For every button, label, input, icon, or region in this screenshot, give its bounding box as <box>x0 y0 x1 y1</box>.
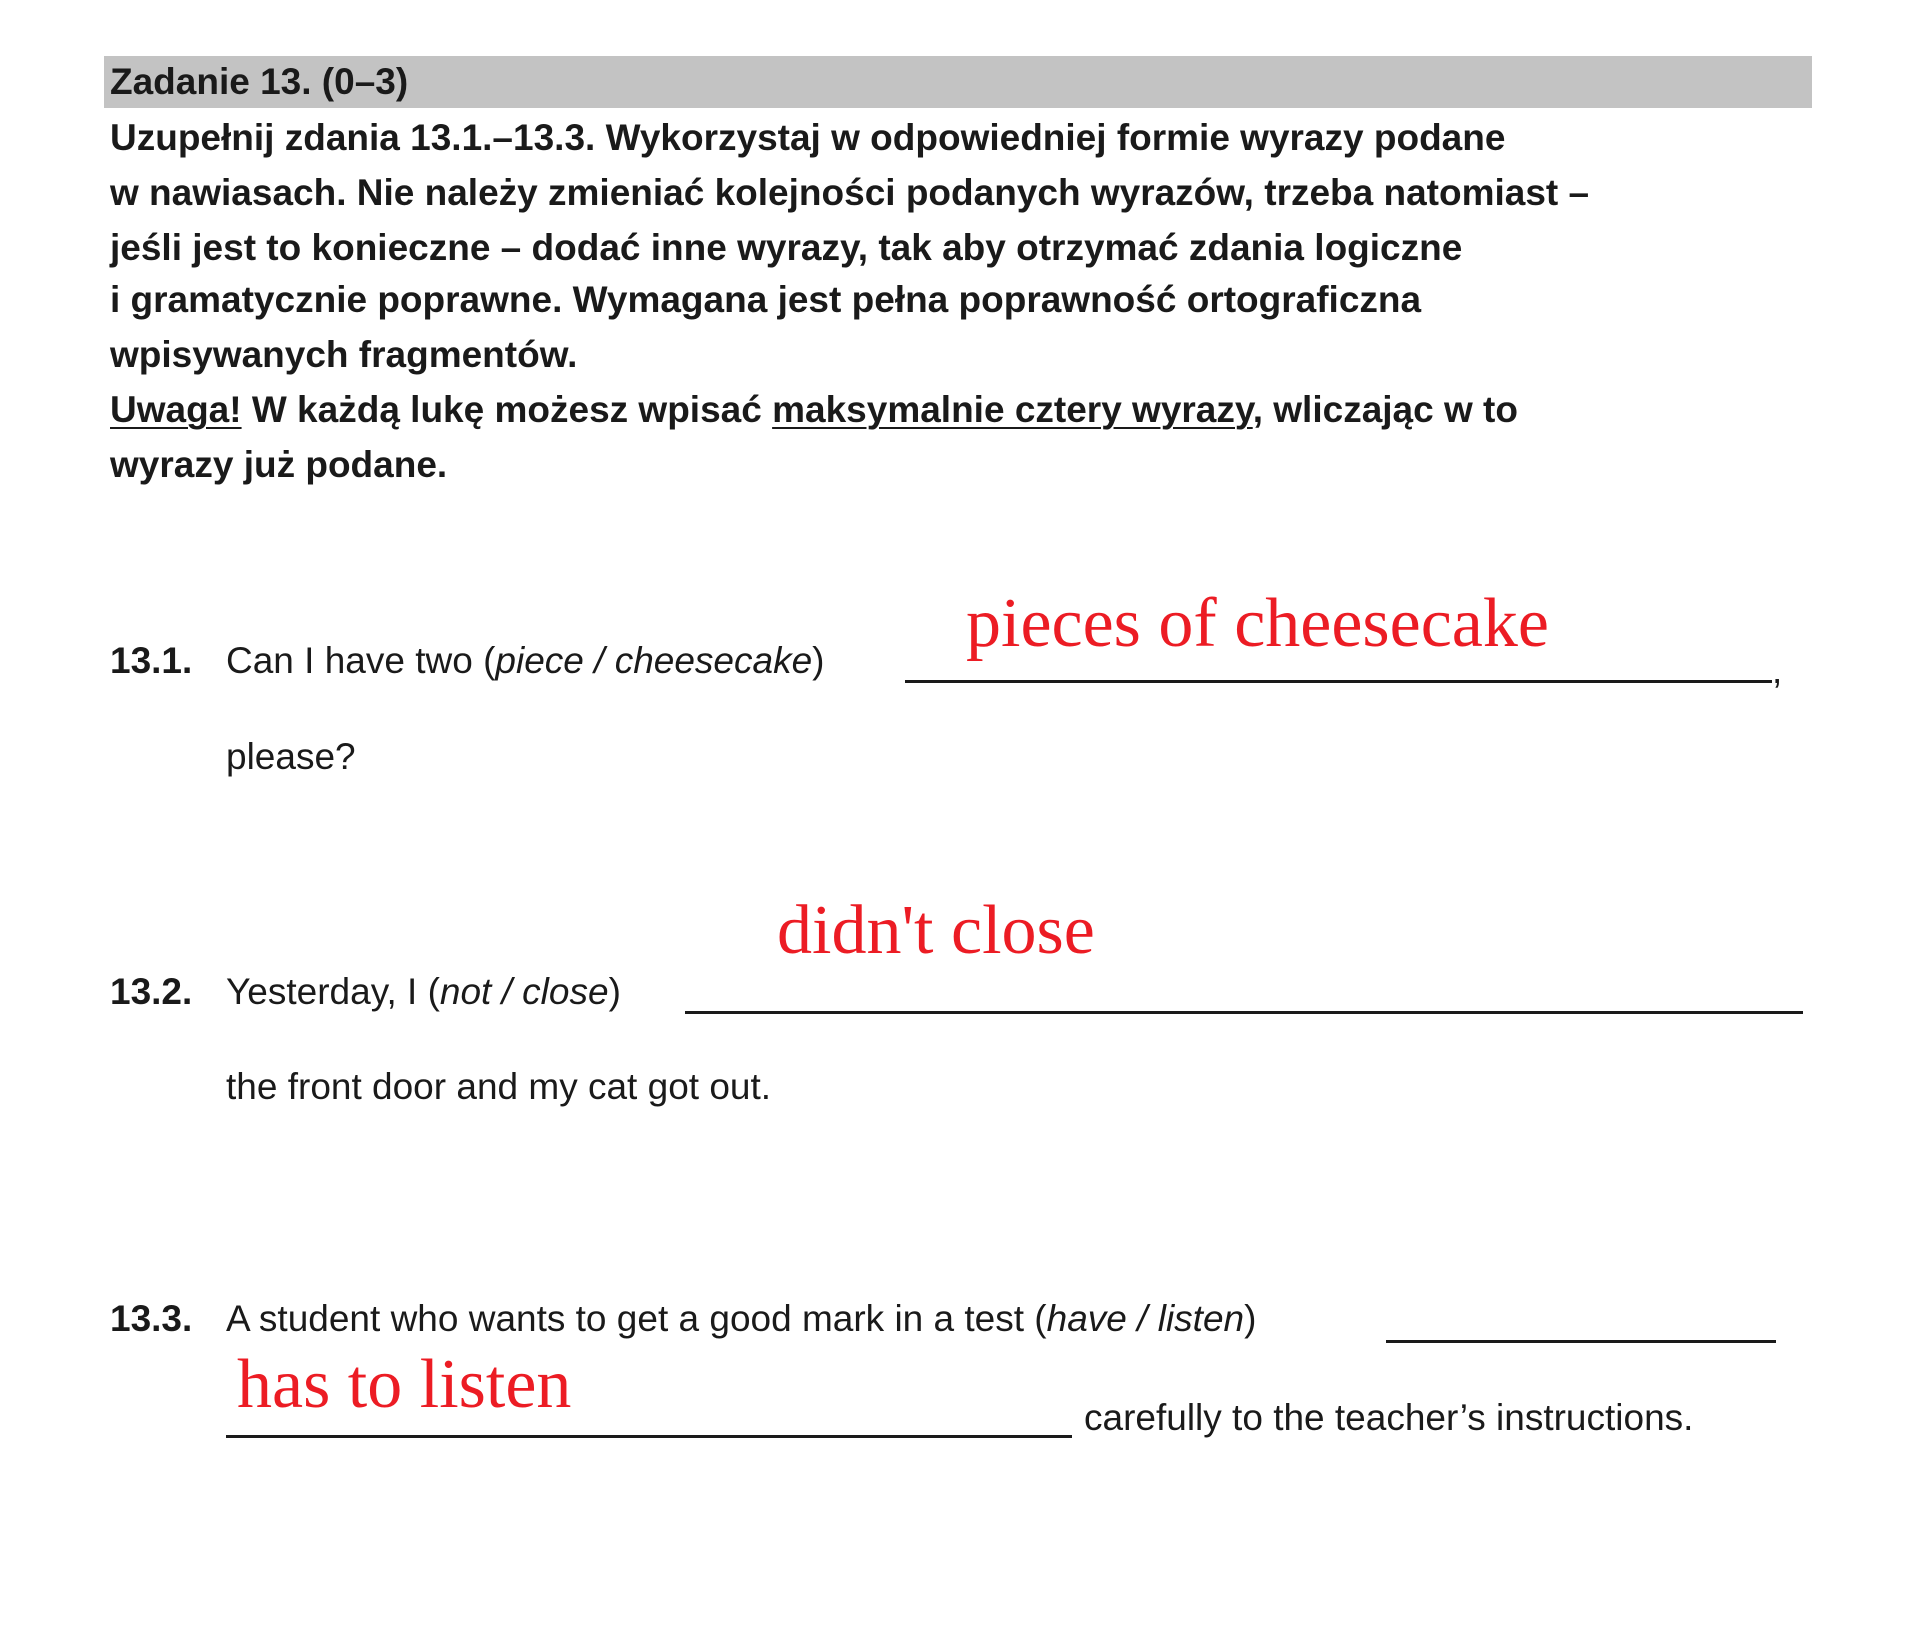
item-sentence: A student who wants to get a good mark in a test (have / listen) <box>226 1298 1257 1339</box>
instruction-line-4: i gramatycznie poprawne. Wymagana jest pełna poprawność ortograficzna <box>110 279 1422 320</box>
gap-trailing-comma: , <box>1772 650 1783 691</box>
instruction-line-3: jeśli jest to konieczne – dodać inne wyrazy, tak aby otrzymać zdania logiczne <box>110 227 1463 268</box>
hint-word: piece <box>495 640 584 681</box>
handwritten-answer: didn't close <box>777 892 1095 969</box>
hint-word: listen <box>1157 1298 1245 1339</box>
instruction-line-2: w nawiasach. Nie należy zmieniać kolejności podanych wyrazów, trzeba natomiast – <box>110 172 1590 213</box>
item-sentence: Yesterday, I (not / close) <box>226 971 621 1012</box>
instruction-line-1: Uzupełnij zdania 13.1.–13.3. Wykorzystaj w odpowiedniej formie wyrazy podane <box>110 117 1506 158</box>
task-title: Zadanie 13. (0–3) <box>110 61 409 102</box>
note-line <box>110 387 1518 433</box>
item-continuation: please? <box>226 736 356 777</box>
hint-word: not <box>439 971 492 1012</box>
item-sentence: Can I have two (piece / cheesecake) <box>226 640 825 681</box>
answer-gap[interactable] <box>905 680 1772 683</box>
note-text-a: W każdą lukę możesz wpisać <box>241 389 773 430</box>
answer-gap[interactable] <box>1386 1340 1776 1343</box>
item-continuation: carefully to the teacher’s instructions. <box>1084 1397 1694 1438</box>
hint-word: have <box>1046 1298 1127 1339</box>
hint-word: close <box>522 971 609 1012</box>
hint-word: cheesecake <box>614 640 813 681</box>
handwritten-answer: has to listen <box>237 1346 572 1423</box>
answer-gap[interactable] <box>685 1011 1803 1014</box>
note-text-b: , wliczając w to <box>1252 389 1518 430</box>
item-continuation: the front door and my cat got out. <box>226 1066 772 1107</box>
item-number: 13.1. <box>110 640 193 681</box>
item-number: 13.2. <box>110 971 193 1012</box>
note-line-2: wyrazy już podane. <box>110 444 448 485</box>
note-label: Uwaga! <box>110 389 242 430</box>
instruction-line-5: wpisywanych fragmentów. <box>110 334 578 375</box>
answer-gap-continued[interactable] <box>226 1435 1072 1438</box>
item-number: 13.3. <box>110 1298 193 1339</box>
note-emphasis: maksymalnie cztery wyrazy <box>772 389 1253 430</box>
handwritten-answer: pieces of cheesecake <box>966 585 1549 662</box>
